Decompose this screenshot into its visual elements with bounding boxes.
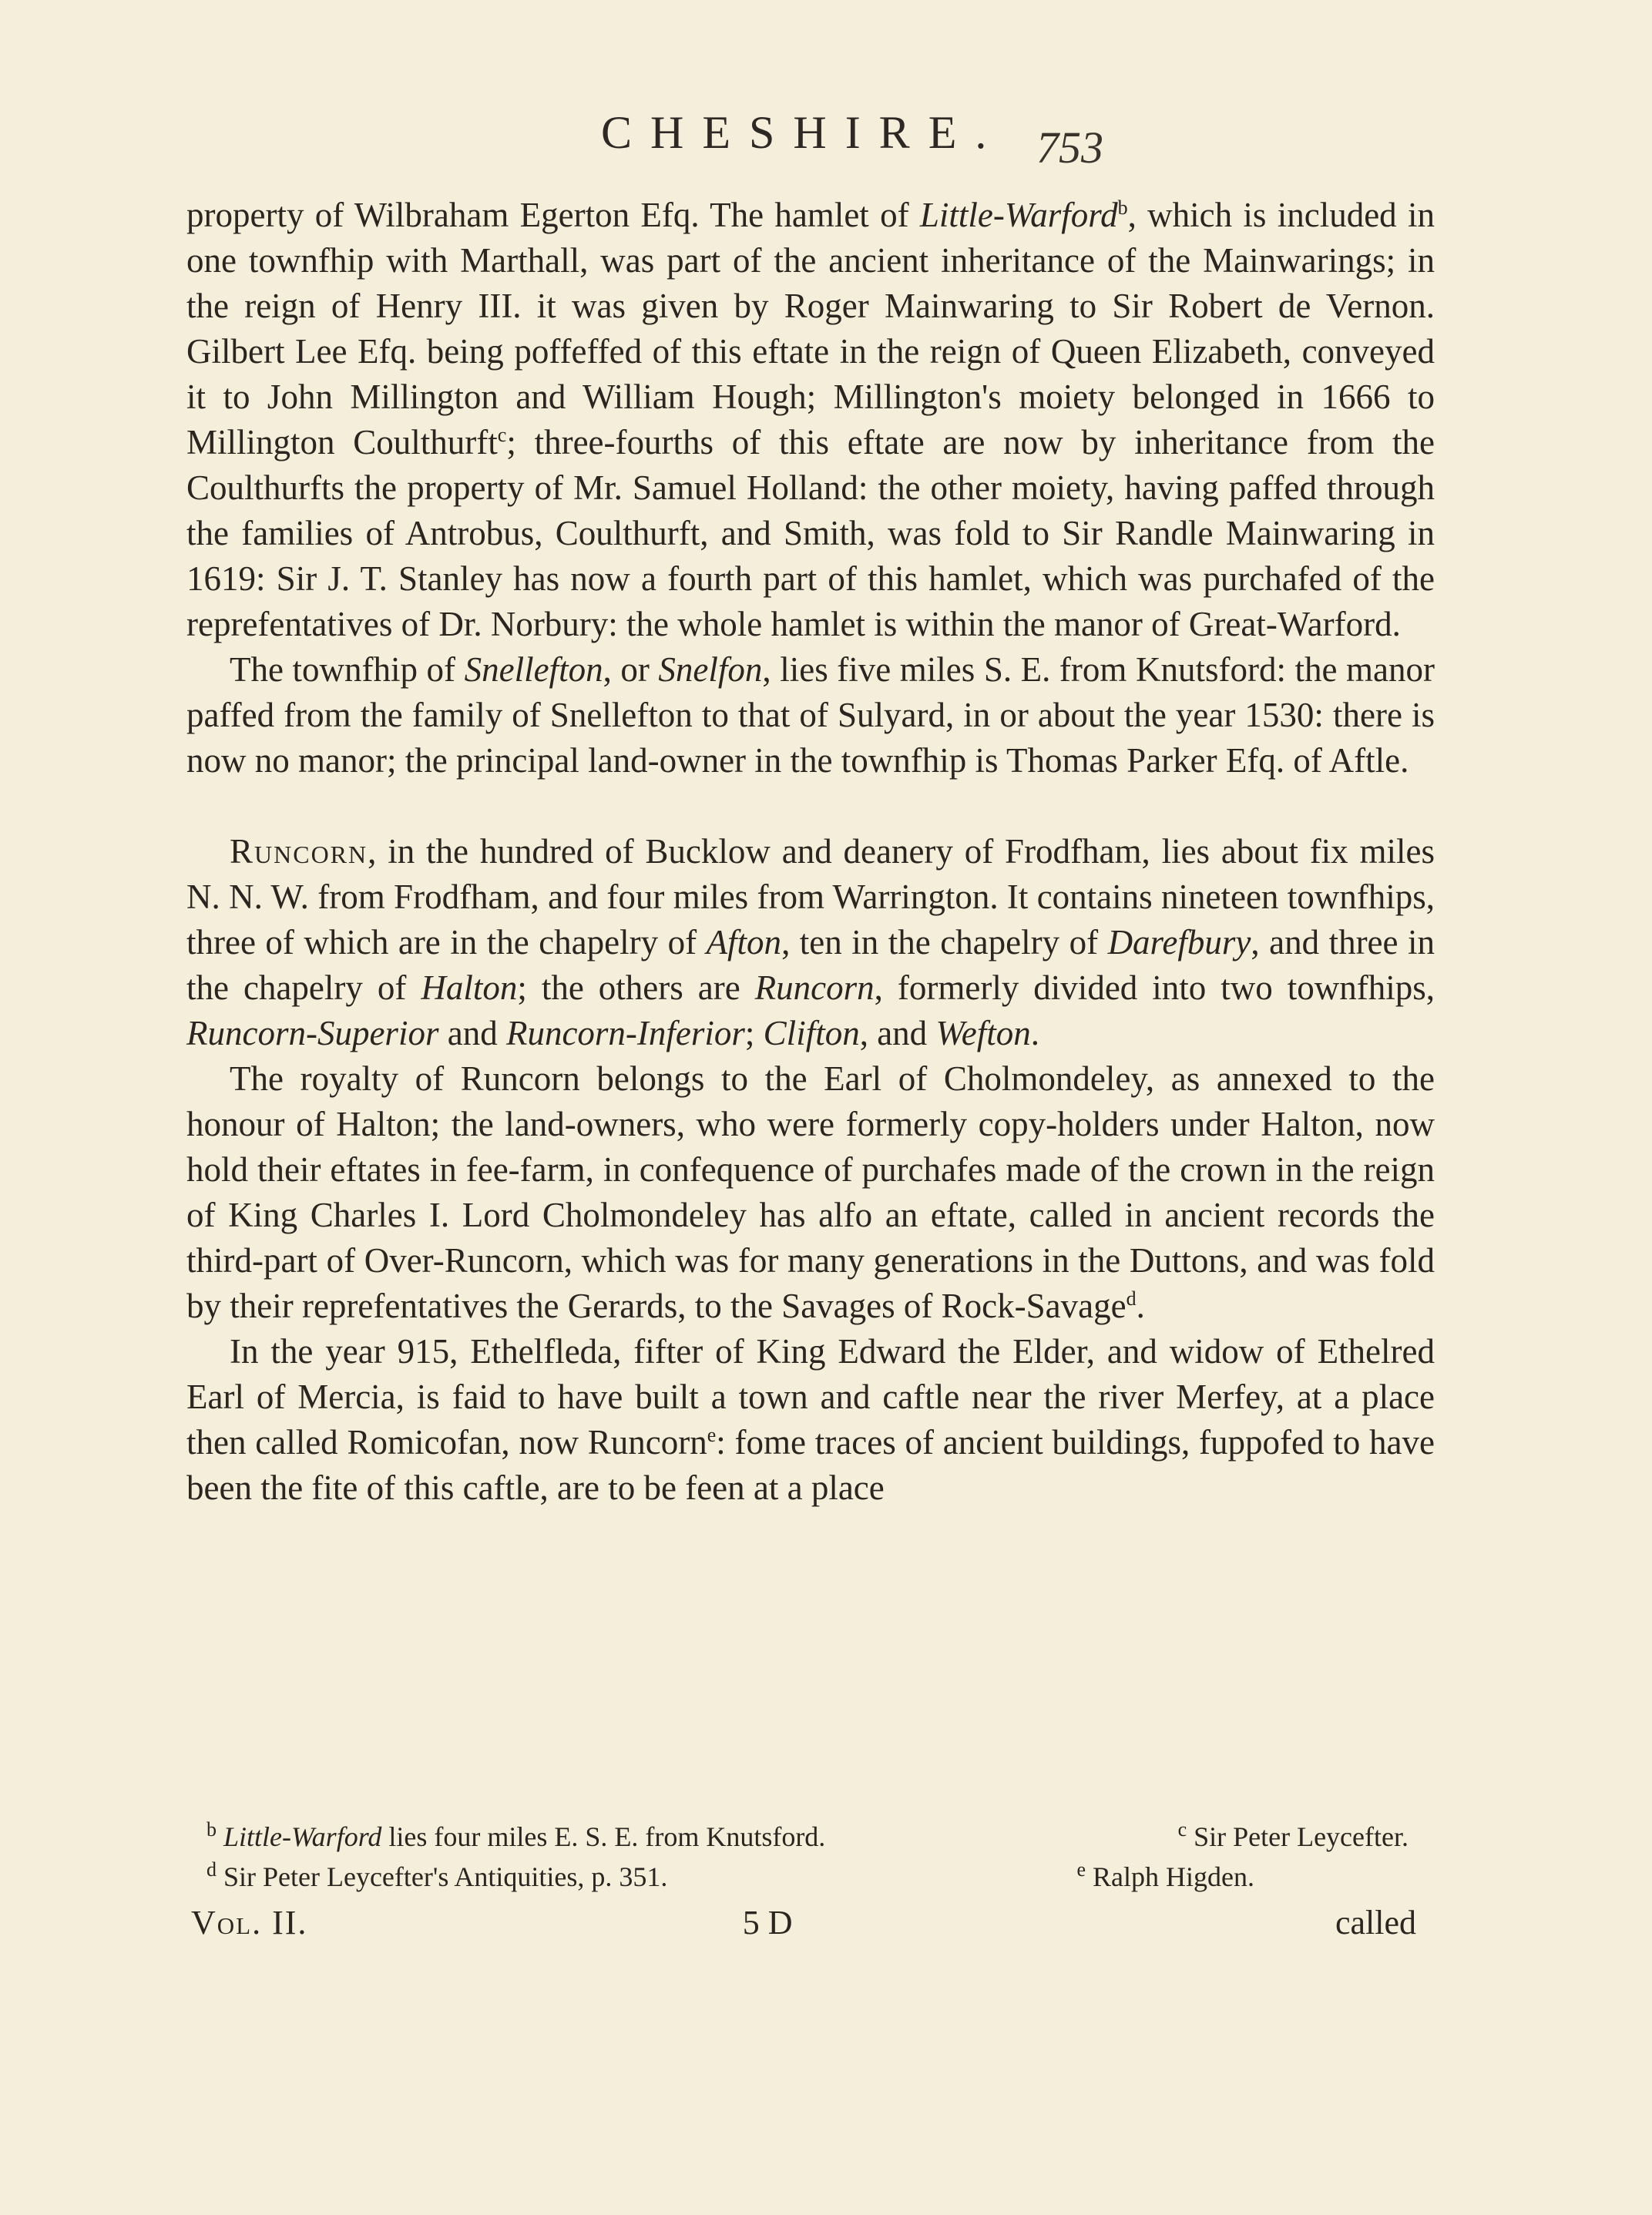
footnote-b: $^b$ Little-Warford lies four miles E. S. E. from Knutsford. bbox=[206, 1818, 826, 1852]
page-header bbox=[0, 106, 1652, 173]
footnote-d: $^d$ Sir Peter Leycefter's Antiquities, p. 351. bbox=[206, 1858, 668, 1892]
paragraph-runcorn: Runcorn, in the hundred of Bucklow and deanery of Frodfham, lies about fix miles N. N. W. from Frodfham, and four miles from Warrington. It contains nineteen townfhips, three of which are in the chapelry of Afton, ten in the chapelry of Darefbury, and three in the chapelry of Halton; the others are Runcorn, formerly divided into two townfhips, Runcorn-Superior and Runcorn-Inferior; Clifton, and Wefton. bbox=[186, 832, 1435, 1052]
signature-line bbox=[191, 1903, 1416, 1942]
footnote-row bbox=[206, 1857, 1409, 1897]
running-head: CHESHIRE. bbox=[601, 107, 1006, 158]
paragraph-royalty: The royalty of Runcorn belongs to the Earl of Cholmondeley, as annexed to the honour of Halton; the land-owners, who were formerly copy-holders under Halton, now hold their eftates in fee-farm, in confequence of purchafes made of the crown in the reign of King Charles I. Lord Cholmondeley has alfo an eftate, called in ancient records the third-part of Over-Runcorn, which was for many generations in the Duttons, and was fold by their reprefentatives the Gerards, to the Savages of Rock-Savage$^d$. bbox=[186, 1059, 1435, 1325]
page-number: 753 bbox=[1036, 122, 1103, 173]
paragraph-ethelfleda: In the year 915, Ethelfleda, fifter of King Edward the Elder, and widow of Ethelred Earl of Mercia, is faid to have built a town and caftle near the river Merfey, at a place then called Romicofan, now Runcorn$^e$: fome traces of ancient buildings, fuppofed to have been the fite of this caftle, are to be feen at a place bbox=[186, 1332, 1435, 1507]
footnote-ref-b: b bbox=[1117, 196, 1128, 219]
paragraph-snellefton: The townfhip of Snellefton, or Snelfon, lies five miles S. E. from Knutsford: the manor paffed from the family of Snellefton to that of Sulyard, in or about the year 1530: there is now no manor; the principal land-owner in the townfhip is Thomas Parker Efq. of Aftle. bbox=[186, 650, 1435, 780]
footnotes bbox=[206, 1817, 1409, 1897]
footnote-row bbox=[206, 1817, 1409, 1857]
catchword: called bbox=[1335, 1904, 1416, 1941]
paragraph-little-warford: property of Wilbraham Egerton Efq. The hamlet of Little-Warford$^b$, which is included in one townfhip with Marthall, was part of the ancient inheritance of the Mainwarings; in the reign of Henry III. it was given by Roger Mainwaring to Sir Robert de Vernon. Gilbert Lee Efq. being poffeffed of this eftate in the reign of Queen Elizabeth, conveyed it to John Millington and William Hough; Millington's moiety belonged in 1666 to Millington Coulthurft$^c$; three-fourths of this eftate are now by inheritance from the Coulthurfts the property of Mr. Samuel Holland: the other moiety, having paffed through the families of Antrobus, Coulthurft, and Smith, was fold to Sir Randle Mainwaring in 1619: Sir J. T. Stanley has now a fourth part of this hamlet, which was purchafed of the reprefentatives of Dr. Norbury: the whole hamlet is within the manor of Great-Warford. bbox=[186, 196, 1435, 643]
footnote-ref-e: e bbox=[707, 1424, 717, 1446]
footnote-e: $^e$ Ralph Higden. bbox=[1076, 1858, 1254, 1892]
body-text bbox=[186, 193, 1435, 1511]
footnote-ref-d: d bbox=[1126, 1287, 1137, 1310]
volume-label: Vol. II. bbox=[191, 1904, 308, 1941]
footnote-c: $^c$ Sir Peter Leycefter. bbox=[1177, 1818, 1409, 1852]
section-heading-runcorn: Runcorn bbox=[230, 832, 368, 871]
footnote-ref-c: c bbox=[497, 424, 507, 446]
signature-mark: 5 D bbox=[742, 1904, 793, 1941]
